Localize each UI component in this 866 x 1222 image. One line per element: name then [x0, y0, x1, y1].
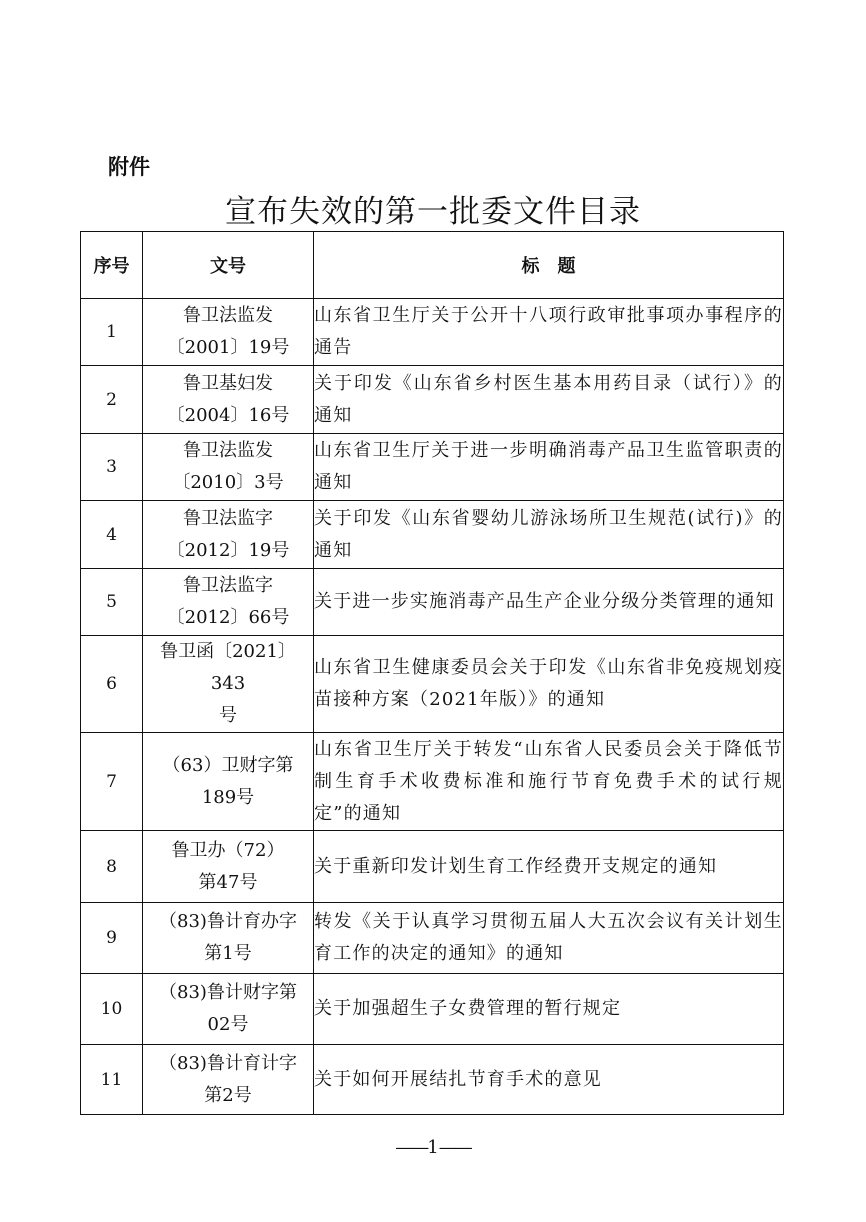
table-row [81, 1045, 784, 1115]
doc-number-line2: 〔2012〕19号 [166, 539, 290, 561]
header-document-number: 文号 [143, 232, 314, 299]
row-document-number [143, 299, 314, 366]
doc-number-line1: （83)鲁计育计字 [159, 1052, 297, 1074]
row-document-number [143, 434, 314, 501]
row-document-number [143, 1045, 314, 1115]
row-document-number [143, 733, 314, 831]
header-title: 标 题 [314, 232, 784, 299]
doc-number-line1: （83)鲁计育办字 [159, 911, 297, 932]
doc-number-line2: 第47号 [198, 871, 258, 893]
row-document-number [143, 569, 314, 636]
row-title: 关于进一步实施消毒产品生产企业分级分类管理的通知 [314, 569, 784, 636]
table-row [81, 569, 784, 636]
table-header-row [81, 232, 784, 299]
doc-number-line2: 第2号 [204, 1084, 252, 1106]
row-title: 山东省卫生厅关于公开十八项行政审批事项办事程序的通告 [314, 299, 784, 366]
doc-number-line1: 鲁卫法监发 [183, 305, 273, 326]
row-number: 3 [81, 434, 143, 501]
row-document-number [143, 974, 314, 1045]
file-catalog-table [80, 231, 784, 1115]
doc-number-line1: 鲁卫法监字 [183, 575, 273, 596]
page-number: ——1—— [395, 1137, 471, 1158]
row-number: 9 [81, 903, 143, 974]
row-number: 8 [81, 831, 143, 903]
doc-number-line2: 〔2004〕16号 [166, 404, 290, 426]
table-row [81, 501, 784, 569]
row-number: 1 [81, 299, 143, 366]
row-title: 关于加强超生子女费管理的暂行规定 [314, 974, 784, 1045]
row-document-number [143, 903, 314, 974]
row-title: 关于印发《山东省乡村医生基本用药目录（试行）》的通知 [314, 366, 784, 434]
row-title: 关于印发《山东省婴幼儿游泳场所卫生规范(试行)》的通知 [314, 501, 784, 569]
row-title: 关于如何开展结扎节育手术的意见 [314, 1045, 784, 1115]
table-row [81, 366, 784, 434]
row-number: 5 [81, 569, 143, 636]
row-title: 山东省卫生健康委员会关于印发《山东省非免疫规划疫苗接种方案（2021年版）》的通知 [314, 636, 784, 733]
row-number: 7 [81, 733, 143, 831]
row-document-number [143, 366, 314, 434]
doc-number-line2: 〔2012〕66号 [166, 607, 290, 628]
doc-number-line2: 02号 [207, 1014, 249, 1035]
doc-number-line1: 鲁卫法监字 [183, 507, 273, 529]
doc-number-line2: 〔2001〕19号 [166, 337, 290, 358]
row-title: 转发《关于认真学习贯彻五届人大五次会议有关计划生育工作的决定的通知》的通知 [314, 903, 784, 974]
row-number: 11 [81, 1045, 143, 1115]
doc-number-line1: 鲁卫函〔2021〕343 [160, 641, 296, 694]
table-row [81, 299, 784, 366]
table-row [81, 903, 784, 974]
row-title: 关于重新印发计划生育工作经费开支规定的通知 [314, 831, 784, 903]
row-number: 4 [81, 501, 143, 569]
row-title: 山东省卫生厅关于转发“山东省人民委员会关于降低节制生育手术收费标准和施行节育免费手术的试行规定”的通知 [314, 733, 784, 831]
row-number: 10 [81, 974, 143, 1045]
doc-number-line1: 鲁卫基妇发 [183, 372, 273, 394]
table-row [81, 733, 784, 831]
row-number: 2 [81, 366, 143, 434]
doc-number-line1: （83)鲁计财字第 [159, 982, 297, 1003]
table-row [81, 636, 784, 733]
row-number: 6 [81, 636, 143, 733]
row-document-number [143, 501, 314, 569]
doc-number-line1: 鲁卫办（72） [171, 839, 285, 861]
doc-number-line2: 〔2010〕3号 [172, 472, 284, 493]
header-serial-number: 序号 [81, 232, 143, 299]
page-number-value: 1 [427, 1137, 439, 1158]
doc-number-line2: 号 [219, 705, 237, 726]
doc-number-line1: 鲁卫法监发 [183, 440, 273, 461]
doc-number-line1: （63）卫财字第 [162, 754, 294, 776]
doc-number-line2: 第1号 [204, 943, 252, 964]
doc-number-line2: 189号 [201, 786, 255, 808]
table-row [81, 434, 784, 501]
row-title: 山东省卫生厅关于进一步明确消毒产品卫生监管职责的通知 [314, 434, 784, 501]
row-document-number [143, 831, 314, 903]
table-row [81, 831, 784, 903]
row-document-number [143, 636, 314, 733]
document-title: 宣布失效的第一批委文件目录 [225, 194, 641, 230]
table-row [81, 974, 784, 1045]
attachment-label: 附件 [108, 155, 150, 179]
